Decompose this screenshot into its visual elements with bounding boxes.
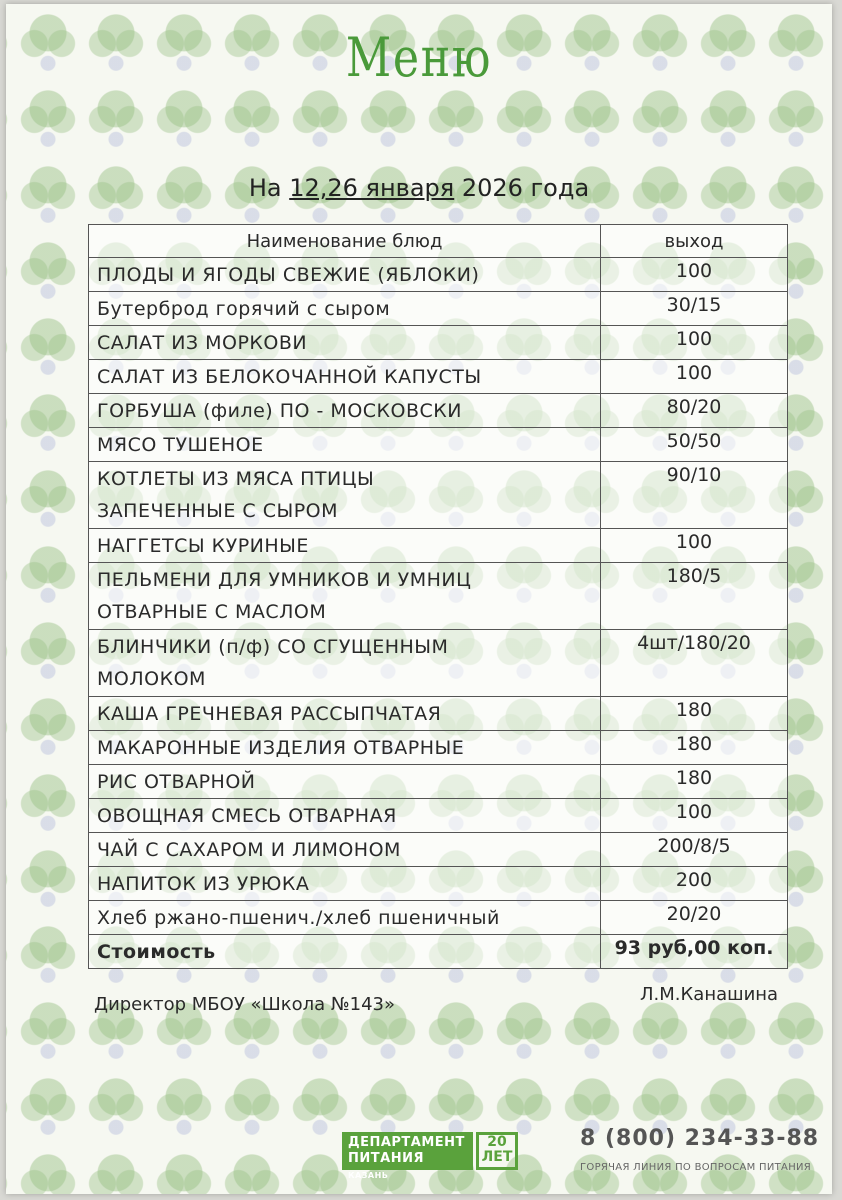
total-label: Стоимость (89, 935, 601, 969)
dish-name: ЧАЙ С САХАРОМ И ЛИМОНОМ (89, 833, 601, 867)
dish-name: НАПИТОК ИЗ УРЮКА (89, 867, 601, 901)
header-dish-name: Наименование блюд (89, 225, 601, 258)
logo-city: КАЗАНЬ (348, 1171, 389, 1180)
table-row (89, 428, 788, 462)
director-title: Директор МБОУ «Школа №143» (94, 994, 396, 1015)
dish-name: ПЛОДЫ И ЯГОДЫ СВЕЖИЕ (ЯБЛОКИ) (89, 258, 601, 292)
table-row (89, 258, 788, 292)
dish-portion: 20/20 (601, 901, 788, 935)
menu-sheet (6, 4, 832, 1194)
dish-portion: 80/20 (601, 394, 788, 428)
dish-portion: 180 (601, 697, 788, 731)
dish-portion: 180/5 (601, 563, 788, 630)
menu-rows (89, 258, 788, 969)
dish-portion: 100 (601, 258, 788, 292)
dish-portion: 200/8/5 (601, 833, 788, 867)
dish-name (89, 563, 601, 630)
header-portion: выход (601, 225, 788, 258)
menu-table (88, 224, 788, 969)
date-value: 12,26 января (289, 174, 455, 202)
dish-name (89, 462, 601, 529)
table-row (89, 697, 788, 731)
table-row (89, 799, 788, 833)
table-row (89, 360, 788, 394)
signer-name: Л.М.Канашина (640, 984, 779, 1005)
hotline-phone: 8 (800) 234-33-88 (580, 1126, 820, 1151)
table-row (89, 630, 788, 697)
logo-line2-word: ПИТАНИЯ (348, 1151, 424, 1166)
dish-name: ОВОЩНАЯ СМЕСЬ ОТВАРНАЯ (89, 799, 601, 833)
date-suffix: 2026 года (454, 174, 590, 202)
dish-portion: 200 (601, 867, 788, 901)
dish-portion: 50/50 (601, 428, 788, 462)
menu-date (6, 174, 832, 202)
table-row (89, 563, 788, 630)
page-title: Меню (345, 26, 493, 89)
dish-name: САЛАТ ИЗ БЕЛОКОЧАННОЙ КАПУСТЫ (89, 360, 601, 394)
table-header (89, 225, 788, 258)
dish-name-line1: БЛИНЧИКИ (п/ф) СО СГУЩЕННЫМ (97, 636, 449, 658)
table-row (89, 765, 788, 799)
table-row (89, 529, 788, 563)
dish-name: Бутерброд горячий с сыром (89, 292, 601, 326)
dish-name: МЯСО ТУШЕНОЕ (89, 428, 601, 462)
dish-name: САЛАТ ИЗ МОРКОВИ (89, 326, 601, 360)
hotline-caption: ГОРЯЧАЯ ЛИНИЯ ПО ВОПРОСАМ ПИТАНИЯ (580, 1162, 812, 1173)
dish-name-line2: МОЛОКОМ (97, 668, 206, 690)
logo-line1: ДЕПАРТАМЕНТ (348, 1135, 465, 1150)
table-row (89, 326, 788, 360)
date-prefix: На (248, 174, 290, 202)
dish-portion: 100 (601, 326, 788, 360)
table-row (89, 833, 788, 867)
dish-name (89, 630, 601, 697)
dish-portion: 90/10 (601, 462, 788, 529)
dish-portion: 100 (601, 799, 788, 833)
dish-portion: 4шт/180/20 (601, 630, 788, 697)
total-value: 93 руб,00 коп. (601, 935, 788, 969)
dish-name-line2: ЗАПЕЧЕННЫЕ С СЫРОМ (97, 500, 339, 522)
dish-name: РИС ОТВАРНОЙ (89, 765, 601, 799)
dish-name-line1: ПЕЛЬМЕНИ ДЛЯ УМНИКОВ И УМНИЦ (97, 569, 472, 591)
total-row (89, 935, 788, 969)
dish-name: КАША ГРЕЧНЕВАЯ РАССЫПЧАТАЯ (89, 697, 601, 731)
table-row (89, 394, 788, 428)
dish-portion: 30/15 (601, 292, 788, 326)
table-row (89, 901, 788, 935)
table-row (89, 867, 788, 901)
dish-name: НАГГЕТСЫ КУРИНЫЕ (89, 529, 601, 563)
table-row (89, 731, 788, 765)
logo-line2 (348, 1151, 467, 1184)
dish-name: МАКАРОННЫЕ ИЗДЕЛИЯ ОТВАРНЫЕ (89, 731, 601, 765)
dish-portion: 100 (601, 360, 788, 394)
logo-years-num: 20 (487, 1134, 507, 1150)
logo-years (476, 1132, 518, 1170)
dish-name-line1: КОТЛЕТЫ ИЗ МЯСА ПТИЦЫ (97, 468, 375, 490)
table-row (89, 292, 788, 326)
logo-text (342, 1132, 473, 1180)
dish-portion: 180 (601, 731, 788, 765)
dish-name-line2: ОТВАРНЫЕ С МАСЛОМ (97, 601, 327, 623)
dish-name: ГОРБУША (филе) ПО - МОСКОВСКИ (89, 394, 601, 428)
logo-years-word: ЛЕТ (481, 1149, 513, 1165)
table-row (89, 462, 788, 529)
department-logo (342, 1132, 518, 1180)
dish-portion: 100 (601, 529, 788, 563)
dish-portion: 180 (601, 765, 788, 799)
dish-name: Хлеб ржано-пшенич./хлеб пшеничный (89, 901, 601, 935)
